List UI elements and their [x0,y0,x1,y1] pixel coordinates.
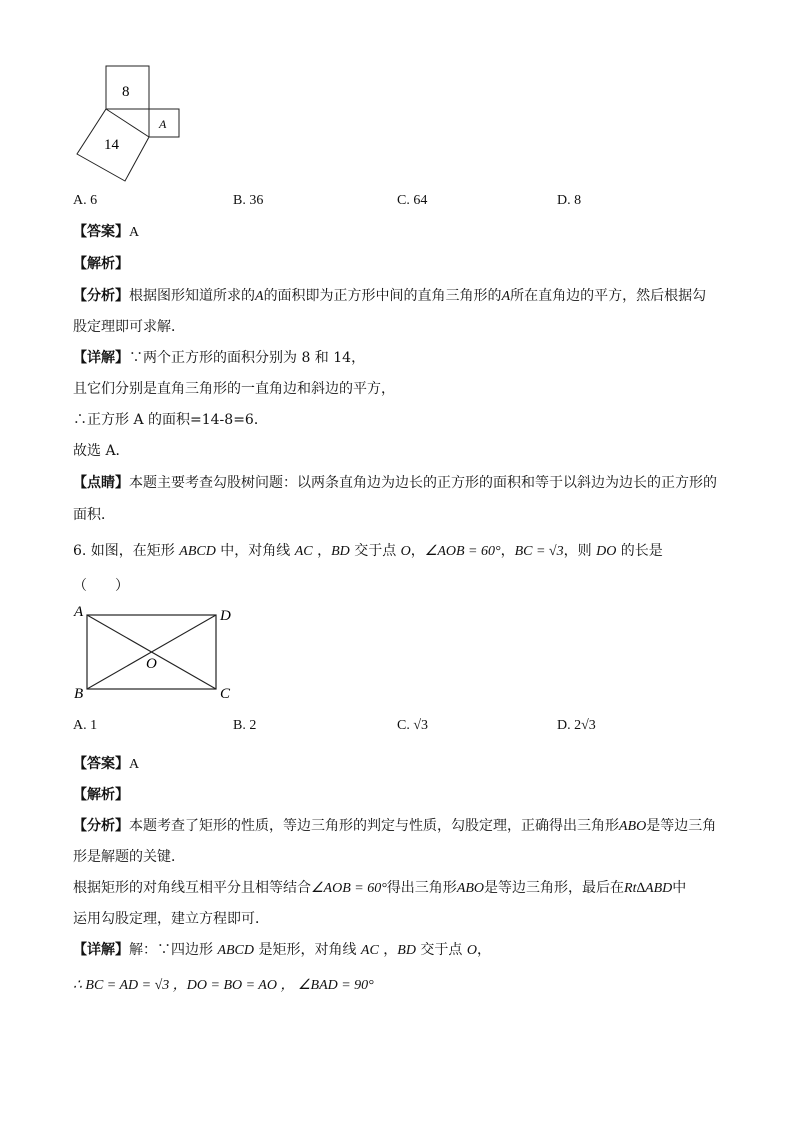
var: AC [360,943,379,958]
text: 是等边三角 [646,818,717,834]
q5-dianjing-line1 [73,473,717,493]
q6-fenxi-line2: 形是解题的关键． [73,849,185,865]
text: 四边形 [171,942,218,958]
text: ， [500,543,515,559]
label-B: B [74,686,84,702]
dianjing-tag: 【点睛】 [73,475,129,491]
q5-answer [73,222,139,243]
fenxi-tag: 【分析】 [73,818,129,834]
text: 是等边三角形，最后在 [484,880,625,896]
because-symbol: ∵ [157,942,171,958]
q5-option-c: C. 64 [397,193,428,208]
q6-xiangjie-line1 [73,940,491,961]
text: ， [476,942,491,958]
q5-option-d: D. 8 [557,193,582,208]
q5-xiangjie-line2: 且它们分别是直角三角形的一直角边和斜边的平方， [73,381,395,397]
var: ABCD [217,943,255,958]
q6-jiexi-tag: 【解析】 [73,787,129,803]
q6-answer [73,754,139,775]
q6-para-line1 [73,878,686,899]
xiangjie-tag: 【详解】 [73,942,129,958]
label-O: O [146,656,157,672]
pythagoras-squares-figure [70,60,190,188]
text: 交于点 [349,543,401,559]
var: O [400,544,411,559]
q6-option-b: B. 2 [233,718,257,733]
formula: BC = √3 [514,544,564,559]
q5-option-a: A. 6 [73,193,98,208]
text: ， [410,543,425,559]
q5-xiangjie-line3: ∴正方形 A 的面积=14-8=6． [73,412,268,428]
answer-tag: 【答案】 [73,224,129,240]
q6-fenxi-line1 [73,816,716,837]
text: 6. 如图，在矩形 [73,543,180,559]
formula: Rt∆ABD [624,881,673,896]
label-A: A [159,117,167,131]
text: 中 [672,880,687,896]
text: 根据图形知道所求的 [129,288,255,304]
text: 中，对角线 [215,543,295,559]
var: DO [596,544,617,559]
label-A: A [74,604,84,620]
text: ， [378,942,398,958]
q5-xiangjie-line4: 故选 A． [73,443,130,459]
fenxi-tag: 【分析】 [73,288,129,304]
q6-option-a: A. 1 [73,718,98,733]
xiangjie-tag: 【详解】 [73,350,129,366]
text: ∵两个正方形的面积分别为 8 和 14， [129,350,366,366]
var-a: A [255,289,264,304]
q6-option-c: C. √3 [397,718,429,733]
formula: ∠AOB = 60° [311,881,387,896]
q5-jiexi-tag: 【解析】 [73,256,129,272]
var: ABO [619,819,647,834]
label-8: 8 [122,84,130,100]
text: 解： [129,942,157,958]
text: 交于点 [415,942,467,958]
q5-dianjing-line2: 面积． [73,507,115,523]
q6-stem-line1 [73,541,663,562]
q6-para-line2: 运用勾股定理，建立方程即可． [73,911,269,927]
answer-tag: 【答案】 [73,756,129,772]
label-D: D [220,608,231,624]
q5-fenxi-line1 [73,286,706,307]
var: BD [397,943,416,958]
q6-option-d: D. 2√3 [557,718,596,733]
q6-paren: （ ） [73,578,129,594]
q5-option-b: B. 36 [233,193,264,208]
text: 的长是 [616,543,663,559]
var: ABCD [179,544,216,559]
q6-last-line: ∴ BC = AD = √3 ，DO = BO = AO ， ∠BAD = 90° [73,978,374,993]
text: ， [312,543,332,559]
text: 得出三角形 [386,880,457,896]
text: 所在直角边的平方，然后根据勾 [510,288,707,304]
text: 根据矩形的对角线互相平分且相等结合 [73,880,311,896]
answer-value: A [129,757,140,772]
q5-fenxi-line2: 股定理即可求解． [73,319,185,335]
answer-value: A [129,225,140,240]
text: ，则 [563,543,597,559]
text: 本题考查了矩形的性质，等边三角形的判定与性质，勾股定理，正确得出三角形 [129,818,619,834]
var-a: A [501,289,511,304]
var: O [466,943,477,958]
formula: ∠AOB = 60° [424,544,501,559]
rectangle-figure [70,600,240,704]
q5-xiangjie-line1 [73,348,365,368]
label-C: C [220,686,231,702]
var: ABO [456,881,485,896]
var: BD [331,544,350,559]
text: 是矩形，对角线 [254,942,361,958]
text: 的面积即为正方形中间的直角三角形的 [263,288,502,304]
var: AC [294,544,313,559]
label-14: 14 [104,137,119,153]
text: 本题主要考查勾股树问题：以两条直角边为边长的正方形的面积和等于以斜边为边长的正方形的 [129,475,717,491]
